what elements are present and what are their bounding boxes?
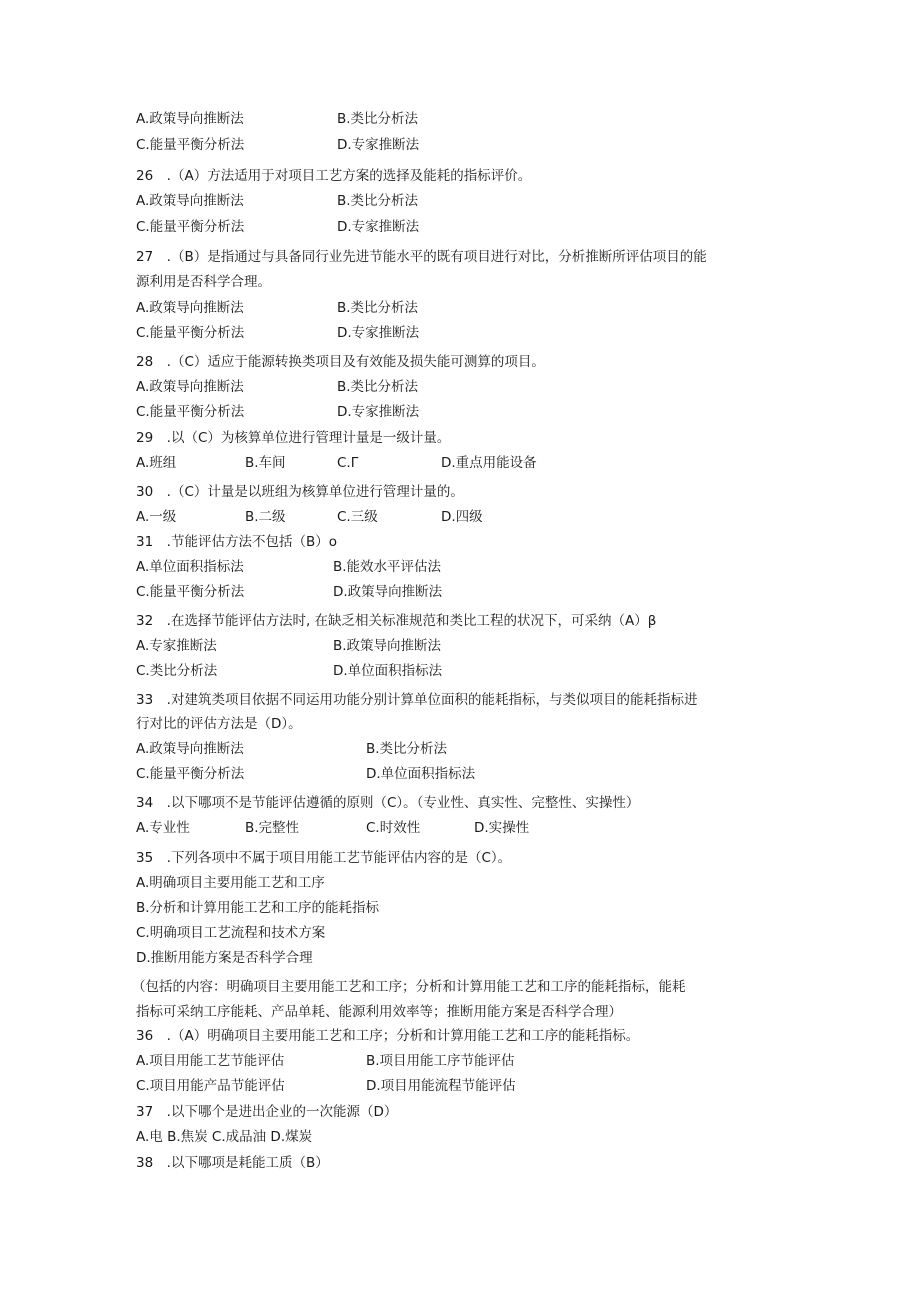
note-line-1: （包括的内容：明确项目主要用能工艺和工序；分析和计算用能工艺和工序的能耗指标，能耗 — [132, 979, 686, 995]
option-a: A.政策导向推断法 — [136, 379, 244, 395]
option-b: B.类比分析法 — [337, 111, 419, 127]
option-a: A.政策导向推断法 — [136, 300, 244, 316]
option-b: B.完整性 — [245, 820, 300, 836]
option-d: D.专家推断法 — [337, 325, 420, 341]
question-33-cont: 行对比的评估方法是（D）。 — [136, 716, 302, 732]
option-b: B.车间 — [245, 455, 286, 471]
question-37: 37 .以下哪个是进出企业的一次能源（D） — [136, 1104, 398, 1120]
option-b: B.政策导向推断法 — [333, 638, 442, 654]
option-a: A.专业性 — [136, 820, 190, 836]
option-d: D.政策导向推断法 — [333, 584, 443, 600]
option-d: D.单位面积指标法 — [333, 663, 443, 679]
option-c: C.项目用能产品节能评估 — [136, 1078, 285, 1094]
option-c: C.类比分析法 — [136, 663, 218, 679]
question-32: 32 .在选择节能评估方法时, 在缺乏相关标准规范和类比工程的状况下，可采纳（A）β — [136, 613, 657, 629]
option-a: A.专家推断法 — [136, 638, 217, 654]
option-d: D.专家推断法 — [337, 219, 420, 235]
option-a: A.明确项目主要用能工艺和工序 — [136, 875, 325, 891]
options-row: A.电 B.焦炭 C.成品油 D.煤炭 — [136, 1129, 313, 1145]
option-c: C.能量平衡分析法 — [136, 137, 245, 153]
question-34: 34 .以下哪项不是节能评估遵循的原则（C）。（专业性、真实性、完整性、实操性） — [136, 795, 640, 811]
option-a: A.政策导向推断法 — [136, 111, 244, 127]
option-c: C.能量平衡分析法 — [136, 584, 245, 600]
option-c: C.明确项目工艺流程和技术方案 — [136, 925, 326, 941]
option-a: A.单位面积指标法 — [136, 559, 244, 575]
option-c: C.能量平衡分析法 — [136, 766, 245, 782]
question-36: 36 .（A）明确项目主要用能工艺和工序；分析和计算用能工艺和工序的能耗指标。 — [136, 1028, 640, 1044]
option-d: D.推断用能方案是否科学合理 — [136, 950, 313, 966]
question-27: 27 .（B）是指通过与具备同行业先进节能水平的既有项目进行对比，分析推断所评估项目的能 — [136, 249, 707, 265]
option-c: C.Γ — [337, 455, 359, 471]
option-b: B.分析和计算用能工艺和工序的能耗指标 — [136, 900, 380, 916]
option-b: B.类比分析法 — [337, 193, 419, 209]
option-c: C.能量平衡分析法 — [136, 219, 245, 235]
option-d: D.专家推断法 — [337, 137, 420, 153]
option-d: D.四级 — [441, 509, 483, 525]
option-d: D.项目用能流程节能评估 — [366, 1078, 516, 1094]
question-33: 33 .对建筑类项目依据不同运用功能分别计算单位面积的能耗指标，与类似项目的能耗指标进 — [136, 692, 698, 708]
option-c: C.时效性 — [366, 820, 421, 836]
question-29: 29 .以（C）为核算单位进行管理计量是一级计量。 — [136, 430, 451, 446]
question-28: 28 .（C）适应于能源转换类项目及有效能及损失能可测算的项目。 — [136, 354, 545, 370]
question-27-cont: 源利用是否科学合理。 — [136, 274, 271, 290]
option-a: A.一级 — [136, 509, 177, 525]
option-a: A.政策导向推断法 — [136, 193, 244, 209]
option-b: B.类比分析法 — [366, 741, 448, 757]
question-31: 31 .节能评估方法不包括（B）o — [136, 534, 337, 550]
question-26: 26 .（A）方法适用于对项目工艺方案的选择及能耗的指标评价。 — [136, 168, 532, 184]
option-b: B.类比分析法 — [337, 300, 419, 316]
note-line-2: 指标可采纳工序能耗、产品单耗、能源利用效率等；推断用能方案是否科学合理） — [136, 1004, 622, 1020]
option-a: A.政策导向推断法 — [136, 741, 244, 757]
option-a: A.班组 — [136, 455, 177, 471]
question-30: 30 .（C）计量是以班组为核算单位进行管理计量的。 — [136, 484, 464, 500]
option-b: B.类比分析法 — [337, 379, 419, 395]
option-c: C.能量平衡分析法 — [136, 325, 245, 341]
option-d: D.实操性 — [474, 820, 530, 836]
option-d: D.重点用能设备 — [441, 455, 537, 471]
option-b: B.能效水平评估法 — [333, 559, 442, 575]
option-c: C.能量平衡分析法 — [136, 404, 245, 420]
option-b: B.二级 — [245, 509, 286, 525]
question-35: 35 .下列各项中不属于项目用能工艺节能评估内容的是（C）。 — [136, 850, 512, 866]
option-b: B.项目用能工序节能评估 — [366, 1053, 515, 1069]
option-c: C.三级 — [337, 509, 378, 525]
option-a: A.项目用能工艺节能评估 — [136, 1053, 285, 1069]
option-d: D.专家推断法 — [337, 404, 420, 420]
option-d: D.单位面积指标法 — [366, 766, 476, 782]
question-38: 38 .以下哪项是耗能工质（B） — [136, 1155, 329, 1171]
